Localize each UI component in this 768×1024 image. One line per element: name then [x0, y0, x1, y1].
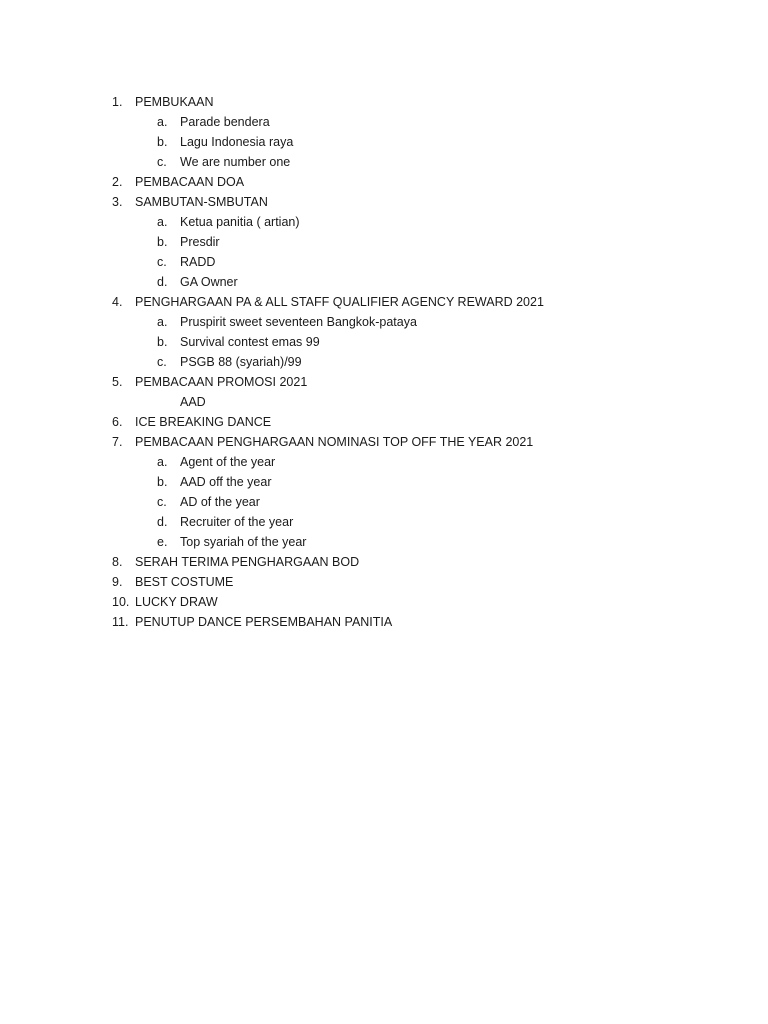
agenda-subitem-marker: b.	[157, 235, 168, 249]
agenda-item-text: ICE BREAKING DANCE	[135, 415, 272, 429]
agenda-item-text: PENUTUP DANCE PERSEMBAHAN PANITIA	[135, 615, 393, 629]
agenda-item-text: LUCKY DRAW	[135, 595, 218, 609]
agenda-subitem-text: Top syariah of the year	[180, 535, 307, 549]
agenda-subitem-text: Presdir	[180, 235, 220, 249]
agenda-subitem	[0, 272, 768, 292]
agenda-item-number: 6.	[112, 415, 123, 429]
agenda-subitem	[0, 472, 768, 492]
agenda-subitem-marker: a.	[157, 315, 168, 329]
agenda-subitem-text: Agent of the year	[180, 455, 276, 469]
agenda-subitem-text: Pruspirit sweet seventeen Bangkok-pataya	[180, 315, 417, 329]
agenda-subitem-text: RADD	[180, 255, 216, 269]
agenda-subitem	[0, 332, 768, 352]
agenda-subitem-marker: a.	[157, 115, 168, 129]
agenda-item-text: SERAH TERIMA PENGHARGAAN BOD	[135, 555, 360, 569]
agenda-item-number: 9.	[112, 575, 123, 589]
agenda-subitem	[0, 152, 768, 172]
agenda-item-text: SAMBUTAN-SMBUTAN	[135, 195, 268, 209]
agenda-item-text: PEMBUKAAN	[135, 95, 214, 109]
agenda-subitem	[0, 352, 768, 372]
agenda-subitem-marker: d.	[157, 515, 168, 529]
agenda-item	[0, 412, 768, 432]
agenda-subitem	[0, 112, 768, 132]
agenda-item	[0, 592, 768, 612]
agenda-subitem	[0, 512, 768, 532]
agenda-item-continuation	[0, 392, 768, 412]
agenda-subitem-marker: d.	[157, 275, 168, 289]
agenda-item	[0, 172, 768, 192]
agenda-item	[0, 572, 768, 592]
agenda-subitem-marker: b.	[157, 475, 168, 489]
agenda-item	[0, 432, 768, 452]
agenda-subitem-text: PSGB 88 (syariah)/99	[180, 355, 302, 369]
agenda-subitem-marker: c.	[157, 355, 167, 369]
agenda-subitem	[0, 452, 768, 472]
agenda-item-number: 3.	[112, 195, 123, 209]
agenda-subitem-marker: b.	[157, 335, 168, 349]
agenda-subitem-text: AD of the year	[180, 495, 260, 509]
agenda-subitem-text: Parade bendera	[180, 115, 270, 129]
agenda-subitem	[0, 132, 768, 152]
agenda-subitem-marker: e.	[157, 535, 168, 549]
agenda-subitem-marker: c.	[157, 255, 167, 269]
agenda-subitem-text: Ketua panitia ( artian)	[180, 215, 300, 229]
agenda-subitem-marker: a.	[157, 455, 168, 469]
agenda-subitem	[0, 252, 768, 272]
agenda-item-number: 7.	[112, 435, 123, 449]
agenda-item-number: 8.	[112, 555, 123, 569]
agenda-item-number: 1.	[112, 95, 123, 109]
agenda-subitem	[0, 532, 768, 552]
agenda-item	[0, 192, 768, 212]
agenda-subitem-marker: c.	[157, 495, 167, 509]
agenda-subitem	[0, 492, 768, 512]
agenda-subitem	[0, 232, 768, 252]
agenda-subitem-text: AAD off the year	[180, 475, 272, 489]
agenda-item-number: 10.	[112, 595, 130, 609]
agenda-item	[0, 372, 768, 392]
agenda-item-number: 2.	[112, 175, 123, 189]
agenda-item-text: PENGHARGAAN PA & ALL STAFF QUALIFIER AGENCY REWARD 2021	[135, 295, 544, 309]
agenda-subitem-text: We are number one	[180, 155, 291, 169]
agenda-item-text: PEMBACAAN PROMOSI 2021	[135, 375, 308, 389]
agenda-subitem	[0, 212, 768, 232]
agenda-item	[0, 612, 768, 632]
agenda-item	[0, 552, 768, 572]
agenda-item-text: PEMBACAAN PENGHARGAAN NOMINASI TOP OFF THE YEAR 2021	[135, 435, 534, 449]
agenda-subitem-text: Recruiter of the year	[180, 515, 294, 529]
agenda-item	[0, 92, 768, 112]
agenda-item-continuation-text: AAD	[180, 395, 206, 409]
agenda-subitem-marker: a.	[157, 215, 168, 229]
agenda-subitem	[0, 312, 768, 332]
agenda-item-text: PEMBACAAN DOA	[135, 175, 245, 189]
agenda-subitem-marker: b.	[157, 135, 168, 149]
agenda-item	[0, 292, 768, 312]
agenda-item-number: 4.	[112, 295, 123, 309]
agenda-subitem-marker: c.	[157, 155, 167, 169]
agenda-list	[0, 92, 768, 632]
agenda-item-number: 5.	[112, 375, 123, 389]
agenda-subitem-text: Lagu Indonesia raya	[180, 135, 294, 149]
agenda-subitem-text: Survival contest emas 99	[180, 335, 320, 349]
agenda-item-text: BEST COSTUME	[135, 575, 234, 589]
agenda-subitem-text: GA Owner	[180, 275, 238, 289]
agenda-item-number: 11.	[112, 615, 129, 629]
